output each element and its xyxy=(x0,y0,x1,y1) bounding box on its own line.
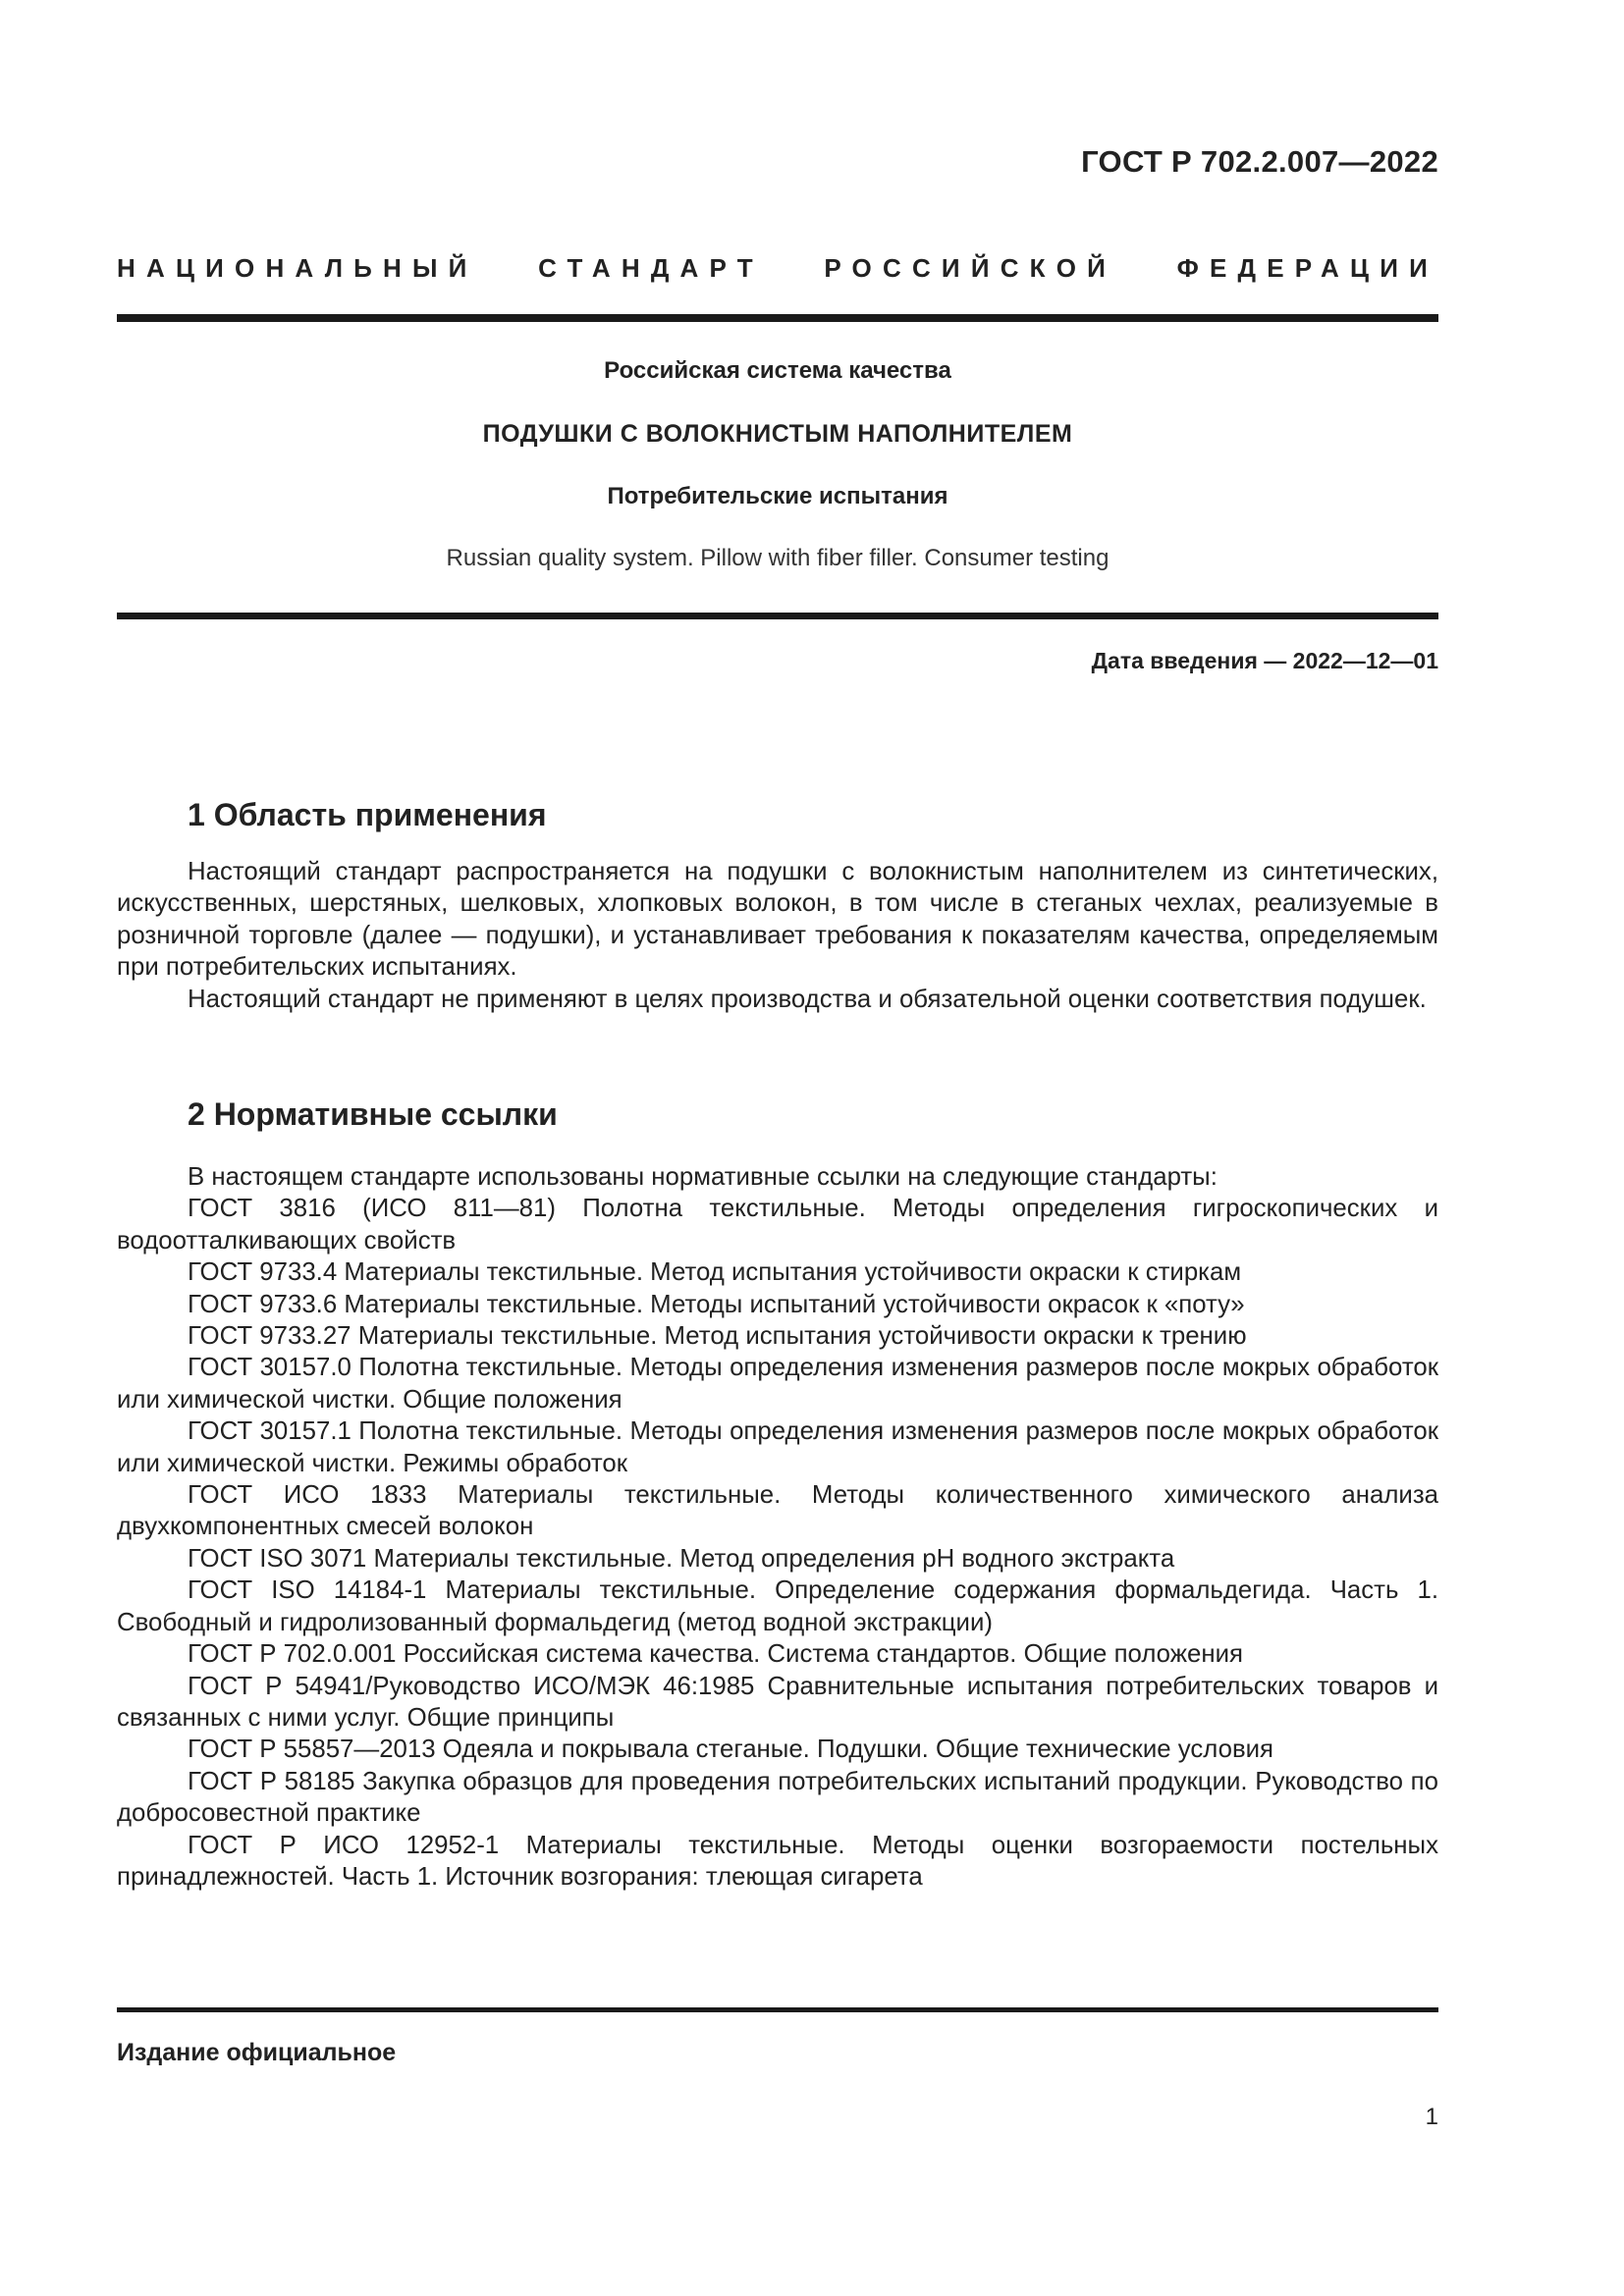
reference-item: ГОСТ Р ИСО 12952-1 Материалы текстильные. Методы оценки возгораемости постельных принадлежностей. Часть 1. Источник возгорания: тлеющая сигарета xyxy=(117,1831,1438,1891)
reference-item: ГОСТ 9733.6 Материалы текстильные. Методы испытаний устойчивости окрасок к «поту» xyxy=(188,1290,1245,1318)
document-number: ГОСТ Р 702.2.007—2022 xyxy=(1081,144,1438,179)
english-title: Russian quality system. Pillow with fiber filler. Consumer testing xyxy=(446,545,1110,571)
document-title: ПОДУШКИ С ВОЛОКНИСТЫМ НАПОЛНИТЕЛЕМ xyxy=(482,420,1073,448)
reference-item: ГОСТ 3816 (ИСО 811—81) Полотна текстильные. Методы определения гигроскопических и водоотталкивающих свойств xyxy=(117,1195,1438,1255)
series-title: Российская система качества xyxy=(604,357,951,384)
reference-item: ГОСТ 30157.0 Полотна текстильные. Методы определения изменения размеров после мокрых обработок или химической чистки. Общие положения xyxy=(117,1354,1438,1414)
section-heading: 2 Нормативные ссылки xyxy=(188,1096,558,1132)
title-divider xyxy=(117,613,1438,619)
reference-item: ГОСТ Р 702.0.001 Российская система качества. Система стандартов. Общие положения xyxy=(188,1640,1243,1669)
reference-item: ГОСТ Р 58185 Закупка образцов для проведения потребительских испытаний продукции. Руководство по добросовестной практике xyxy=(117,1767,1438,1828)
introduction-date: Дата введения — 2022—12—01 xyxy=(1091,648,1438,673)
reference-item: ГОСТ ИСО 1833 Материалы текстильные. Методы количественного химического анализа двухкомпонентных смесей волокон xyxy=(117,1481,1438,1541)
national-standard-banner: НАЦИОНАЛЬНЫЙ СТАНДАРТ РОССИЙСКОЙ ФЕДЕРАЦИИ xyxy=(117,253,1438,283)
top-divider xyxy=(117,314,1438,322)
reference-item: ГОСТ 9733.27 Материалы текстильные. Метод испытания устойчивости окраски к трению xyxy=(188,1322,1247,1351)
section-scope xyxy=(117,795,1438,1015)
footer-divider xyxy=(117,2007,1438,2012)
page-number: 1 xyxy=(1425,2104,1438,2130)
reference-item: ГОСТ ISO 14184-1 Материалы текстильные. Определение содержания формальдегида. Часть 1. Свободный и гидролизованный формальдегид (метод водной экстракции) xyxy=(117,1576,1438,1636)
section-normative-references xyxy=(117,1095,1438,1893)
reference-item: ГОСТ ISO 3071 Материалы текстильные. Метод определения pH водного экстракта xyxy=(188,1544,1175,1573)
reference-item: ГОСТ 9733.4 Материалы текстильные. Метод испытания устойчивости окраски к стиркам xyxy=(188,1258,1242,1287)
reference-item: ГОСТ 30157.1 Полотна текстильные. Методы определения изменения размеров после мокрых обработок или химической чистки. Режимы обработок xyxy=(117,1417,1438,1477)
reference-item: ГОСТ Р 55857—2013 Одеяла и покрывала стеганые. Подушки. Общие технические условия xyxy=(188,1735,1274,1764)
document-subtitle: Потребительские испытания xyxy=(607,483,948,509)
paragraph: В настоящем стандарте использованы нормативные ссылки на следующие стандарты: xyxy=(188,1163,1218,1191)
paragraph: Настоящий стандарт распространяется на подушки с волокнистым наполнителем из синтетических, искусственных, шерстяных, шелковых, хлопковых волокон, в том числе в стеганых чехлах, реализуемые в розничной торговле (далее — подушки), и устанавливает требования к показателям качества, определяемым при потребительских испытаниях. xyxy=(117,858,1438,982)
official-edition-label: Издание официальное xyxy=(117,2039,397,2066)
paragraph: Настоящий стандарт не применяют в целях производства и обязательной оценки соответствия подушек. xyxy=(188,985,1427,1013)
document-page xyxy=(117,0,1438,2296)
reference-item: ГОСТ Р 54941/Руководство ИСО/МЭК 46:1985 Сравнительные испытания потребительских товаров и связанных с ними услуг. Общие принципы xyxy=(117,1672,1438,1732)
section-heading: 1 Область применения xyxy=(188,797,547,832)
